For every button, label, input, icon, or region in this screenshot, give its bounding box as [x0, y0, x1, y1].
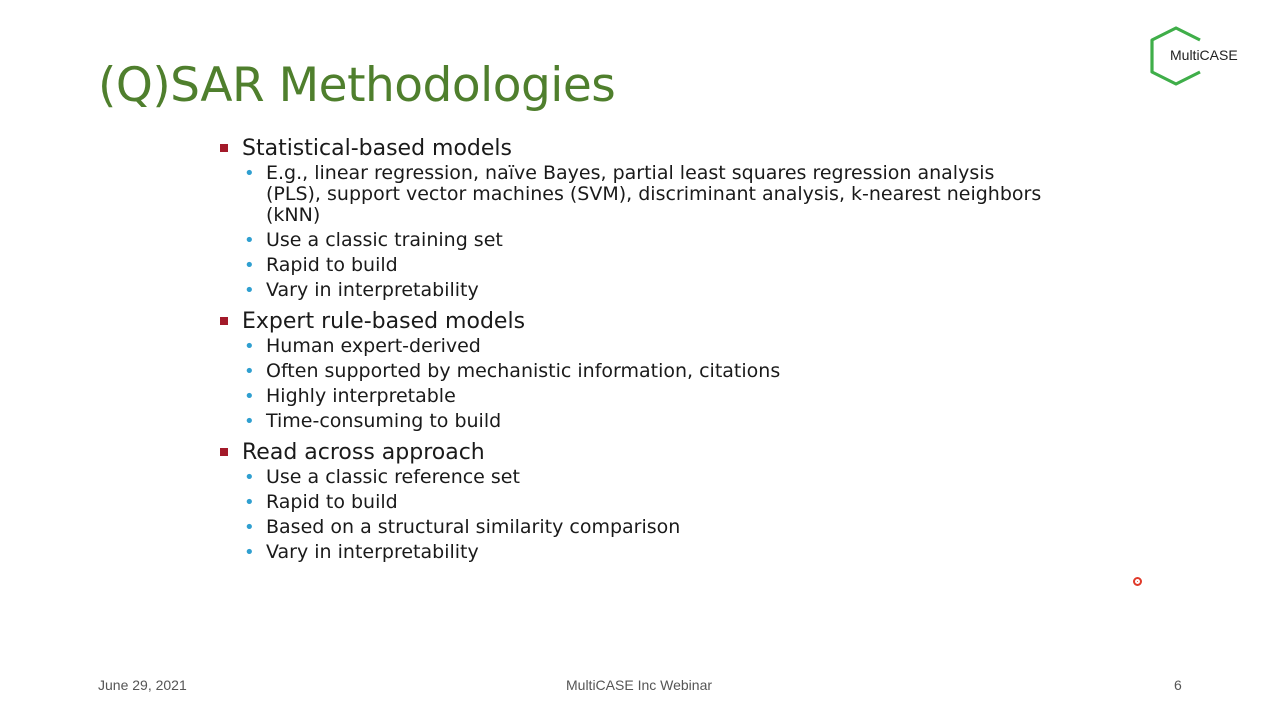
- list-item-text: Use a classic training set: [266, 229, 503, 251]
- list-item-text: Use a classic reference set: [266, 466, 520, 488]
- bullet-dot-icon: •: [244, 386, 255, 407]
- list-item-text: Time-consuming to build: [266, 410, 502, 432]
- section-heading-text: Read across approach: [242, 440, 485, 465]
- bullet-dot-icon: •: [244, 230, 255, 251]
- section-statistical: [218, 134, 1098, 301]
- bullet-dot-icon: •: [244, 411, 255, 432]
- list-item: [242, 255, 1098, 276]
- bullet-dot-icon: •: [244, 163, 255, 184]
- logo-text: MultiCASE: [1170, 47, 1238, 63]
- bullet-dot-icon: •: [244, 255, 255, 276]
- list-item: [242, 467, 1098, 488]
- bullet-list: [218, 134, 1098, 569]
- bullet-dot-icon: •: [244, 492, 255, 513]
- list-item: [242, 386, 1098, 407]
- page-number: 6: [1174, 677, 1182, 693]
- multicase-logo: [1148, 26, 1256, 88]
- list-item-text: Based on a structural similarity comparison: [266, 516, 681, 538]
- list-item: [242, 280, 1098, 301]
- list-item: [242, 517, 1098, 538]
- square-bullet-icon: [220, 317, 228, 325]
- section-read-across: [218, 438, 1098, 563]
- bullet-dot-icon: •: [244, 517, 255, 538]
- list-item: [242, 492, 1098, 513]
- list-item-text: Vary in interpretability: [266, 541, 479, 563]
- section-heading-text: Statistical-based models: [242, 136, 513, 161]
- square-bullet-icon: [220, 144, 228, 152]
- list-item-text: Rapid to build: [266, 254, 398, 276]
- list-item: [242, 411, 1098, 432]
- list-item: [242, 336, 1098, 357]
- section-heading: [218, 134, 1098, 163]
- bullet-dot-icon: •: [244, 361, 255, 382]
- section-heading-text: Expert rule-based models: [242, 309, 526, 334]
- section-expert-rule: [218, 307, 1098, 432]
- list-item: [242, 163, 1098, 226]
- pointer-cursor-icon: [1133, 577, 1142, 586]
- section-heading: [218, 307, 1098, 336]
- list-item: [242, 230, 1098, 251]
- footer-title: MultiCASE Inc Webinar: [566, 677, 713, 693]
- bullet-dot-icon: •: [244, 336, 255, 357]
- section-heading: [218, 438, 1098, 467]
- slide-title: (Q)SAR Methodologies: [98, 58, 616, 113]
- bullet-dot-icon: •: [244, 280, 255, 301]
- list-item: [242, 542, 1098, 563]
- bullet-dot-icon: •: [244, 467, 255, 488]
- list-item-text: Vary in interpretability: [266, 279, 479, 301]
- footer-date: June 29, 2021: [98, 677, 187, 693]
- list-item-text: Often supported by mechanistic information, citations: [266, 360, 781, 382]
- list-item-text: E.g., linear regression, naïve Bayes, partial least squares regression analysis (PLS), support vector machines (SVM), discriminant analysis, k-nearest neighbors (kNN): [266, 162, 1042, 226]
- list-item-text: Highly interpretable: [266, 385, 456, 407]
- square-bullet-icon: [220, 448, 228, 456]
- list-item-text: Human expert-derived: [266, 335, 481, 357]
- list-item: [242, 361, 1098, 382]
- bullet-dot-icon: •: [244, 542, 255, 563]
- list-item-text: Rapid to build: [266, 491, 398, 513]
